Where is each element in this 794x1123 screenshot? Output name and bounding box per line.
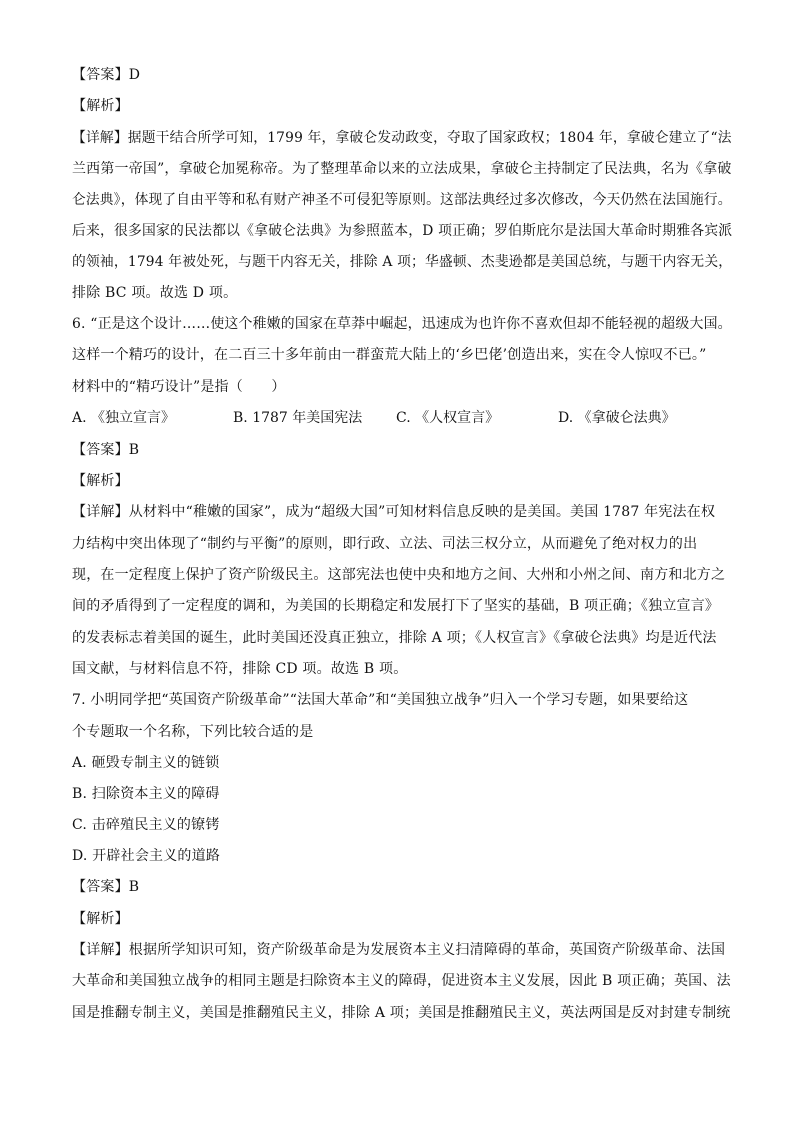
q6-stem-line: 材料中的“精巧设计”是指（ ） bbox=[72, 379, 286, 395]
q6-stem-line: 这样一个精巧的设计，在二百三十多年前由一群蛮荒大陆上的‘乡巴佬’创造出来，实在令人惊叹不已。” bbox=[72, 347, 707, 363]
q6-detail-line: 国文献，与材料信息不符，排除 CD 项。故选 B 项。 bbox=[72, 661, 408, 677]
q7-option-d: D. 开辟社会主义的道路 bbox=[72, 848, 221, 864]
q6-option-b: B. 1787 年美国宪法 bbox=[233, 410, 363, 426]
q7-detail-line: 【详解】根据所学知识可知，资产阶级革命是为发展资本主义扫清障碍的革命，英国资产阶级革命、法国 bbox=[72, 942, 726, 958]
q6-analysis-heading: 【解析】 bbox=[72, 473, 129, 489]
q7-answer: 【答案】B bbox=[72, 879, 140, 895]
q6-detail-line: 现，在一定程度上保护了资产阶级民主。这部宪法也使中央和地方之间、大州和小州之间、南方和北方之 bbox=[72, 567, 726, 583]
q6-option-c: C. 《人权宣言》 bbox=[396, 410, 500, 426]
q6-detail-line: 力结构中突出体现了“制约与平衡”的原则，即行政、立法、司法三权分立，从而避免了绝对权力的出 bbox=[72, 536, 698, 552]
q5-detail-line: 的领袖，1794 年被处死，与题干内容无关，排除 A 项；华盛顿、杰斐逊都是美国总统，与题干内容无关， bbox=[72, 254, 733, 270]
q6-option-a: A. 《独立宣言》 bbox=[72, 410, 176, 426]
q7-stem-line: 个专题取一个名称，下列比较合适的是 bbox=[72, 724, 314, 740]
q5-detail-line: 仑法典》，体现了自由平等和私有财产神圣不可侵犯等原则。这部法典经过多次修改，今天仍然在法国施行。 bbox=[72, 192, 732, 208]
q7-option-b: B. 扫除资本主义的障碍 bbox=[72, 786, 220, 802]
q5-detail-line: 排除 BC 项。故选 D 项。 bbox=[72, 285, 238, 301]
q5-answer: 【答案】D bbox=[72, 67, 141, 83]
q7-option-a: A. 砸毁专制主义的链锁 bbox=[72, 755, 220, 771]
q6-detail-line: 间的矛盾得到了一定程度的调和，为美国的长期稳定和发展打下了坚实的基础，B 项正确；《独立宣言》 bbox=[72, 598, 720, 614]
q7-option-c: C. 击碎殖民主义的镣铐 bbox=[72, 817, 220, 833]
q6-answer: 【答案】B bbox=[72, 442, 140, 458]
q6-detail-line: 【详解】从材料中“稚嫩的国家”，成为“超级大国”可知材料信息反映的是美国。美国 1787 年宪法在权 bbox=[72, 504, 716, 520]
q5-detail-line: 【详解】据题干结合所学可知，1799 年，拿破仑发动政变，夺取了国家政权；1804 年，拿破仑建立了“法 bbox=[72, 130, 732, 146]
q6-option-d: D. 《拿破仑法典》 bbox=[558, 410, 676, 426]
q7-detail-line: 大革命和美国独立战争的相同主题是扫除资本主义的障碍，促进资本主义发展，因此 B 项正确；英国、法 bbox=[72, 973, 731, 989]
q5-analysis-heading: 【解析】 bbox=[72, 98, 129, 114]
q7-detail-line: 国是推翻专制主义，美国是推翻殖民主义，排除 A 项；美国是推翻殖民主义，英法两国是反对封建专制统 bbox=[72, 1005, 731, 1021]
q6-detail-line: 的发表标志着美国的诞生，此时美国还没真正独立，排除 A 项；《人权宣言》《拿破仑法典》均是近代法 bbox=[72, 630, 717, 646]
q6-stem-line: 6. “正是这个设计……使这个稚嫩的国家在草莽中崛起，迅速成为也许你不喜欢但却不能轻视的超级大国。 bbox=[72, 316, 732, 332]
q5-detail-line: 后来，很多国家的民法都以《拿破仑法典》为参照蓝本，D 项正确；罗伯斯庇尔是法国大革命时期雅各宾派 bbox=[72, 223, 733, 239]
q7-analysis-heading: 【解析】 bbox=[72, 911, 129, 927]
q5-detail-line: 兰西第一帝国”，拿破仑加冕称帝。为了整理革命以来的立法成果，拿破仑主持制定了民法典，名为《拿破 bbox=[72, 161, 732, 177]
q7-stem-line: 7. 小明同学把“英国资产阶级革命”“法国大革命”和“美国独立战争”归入一个学习专题，如果要给这 bbox=[72, 692, 689, 708]
